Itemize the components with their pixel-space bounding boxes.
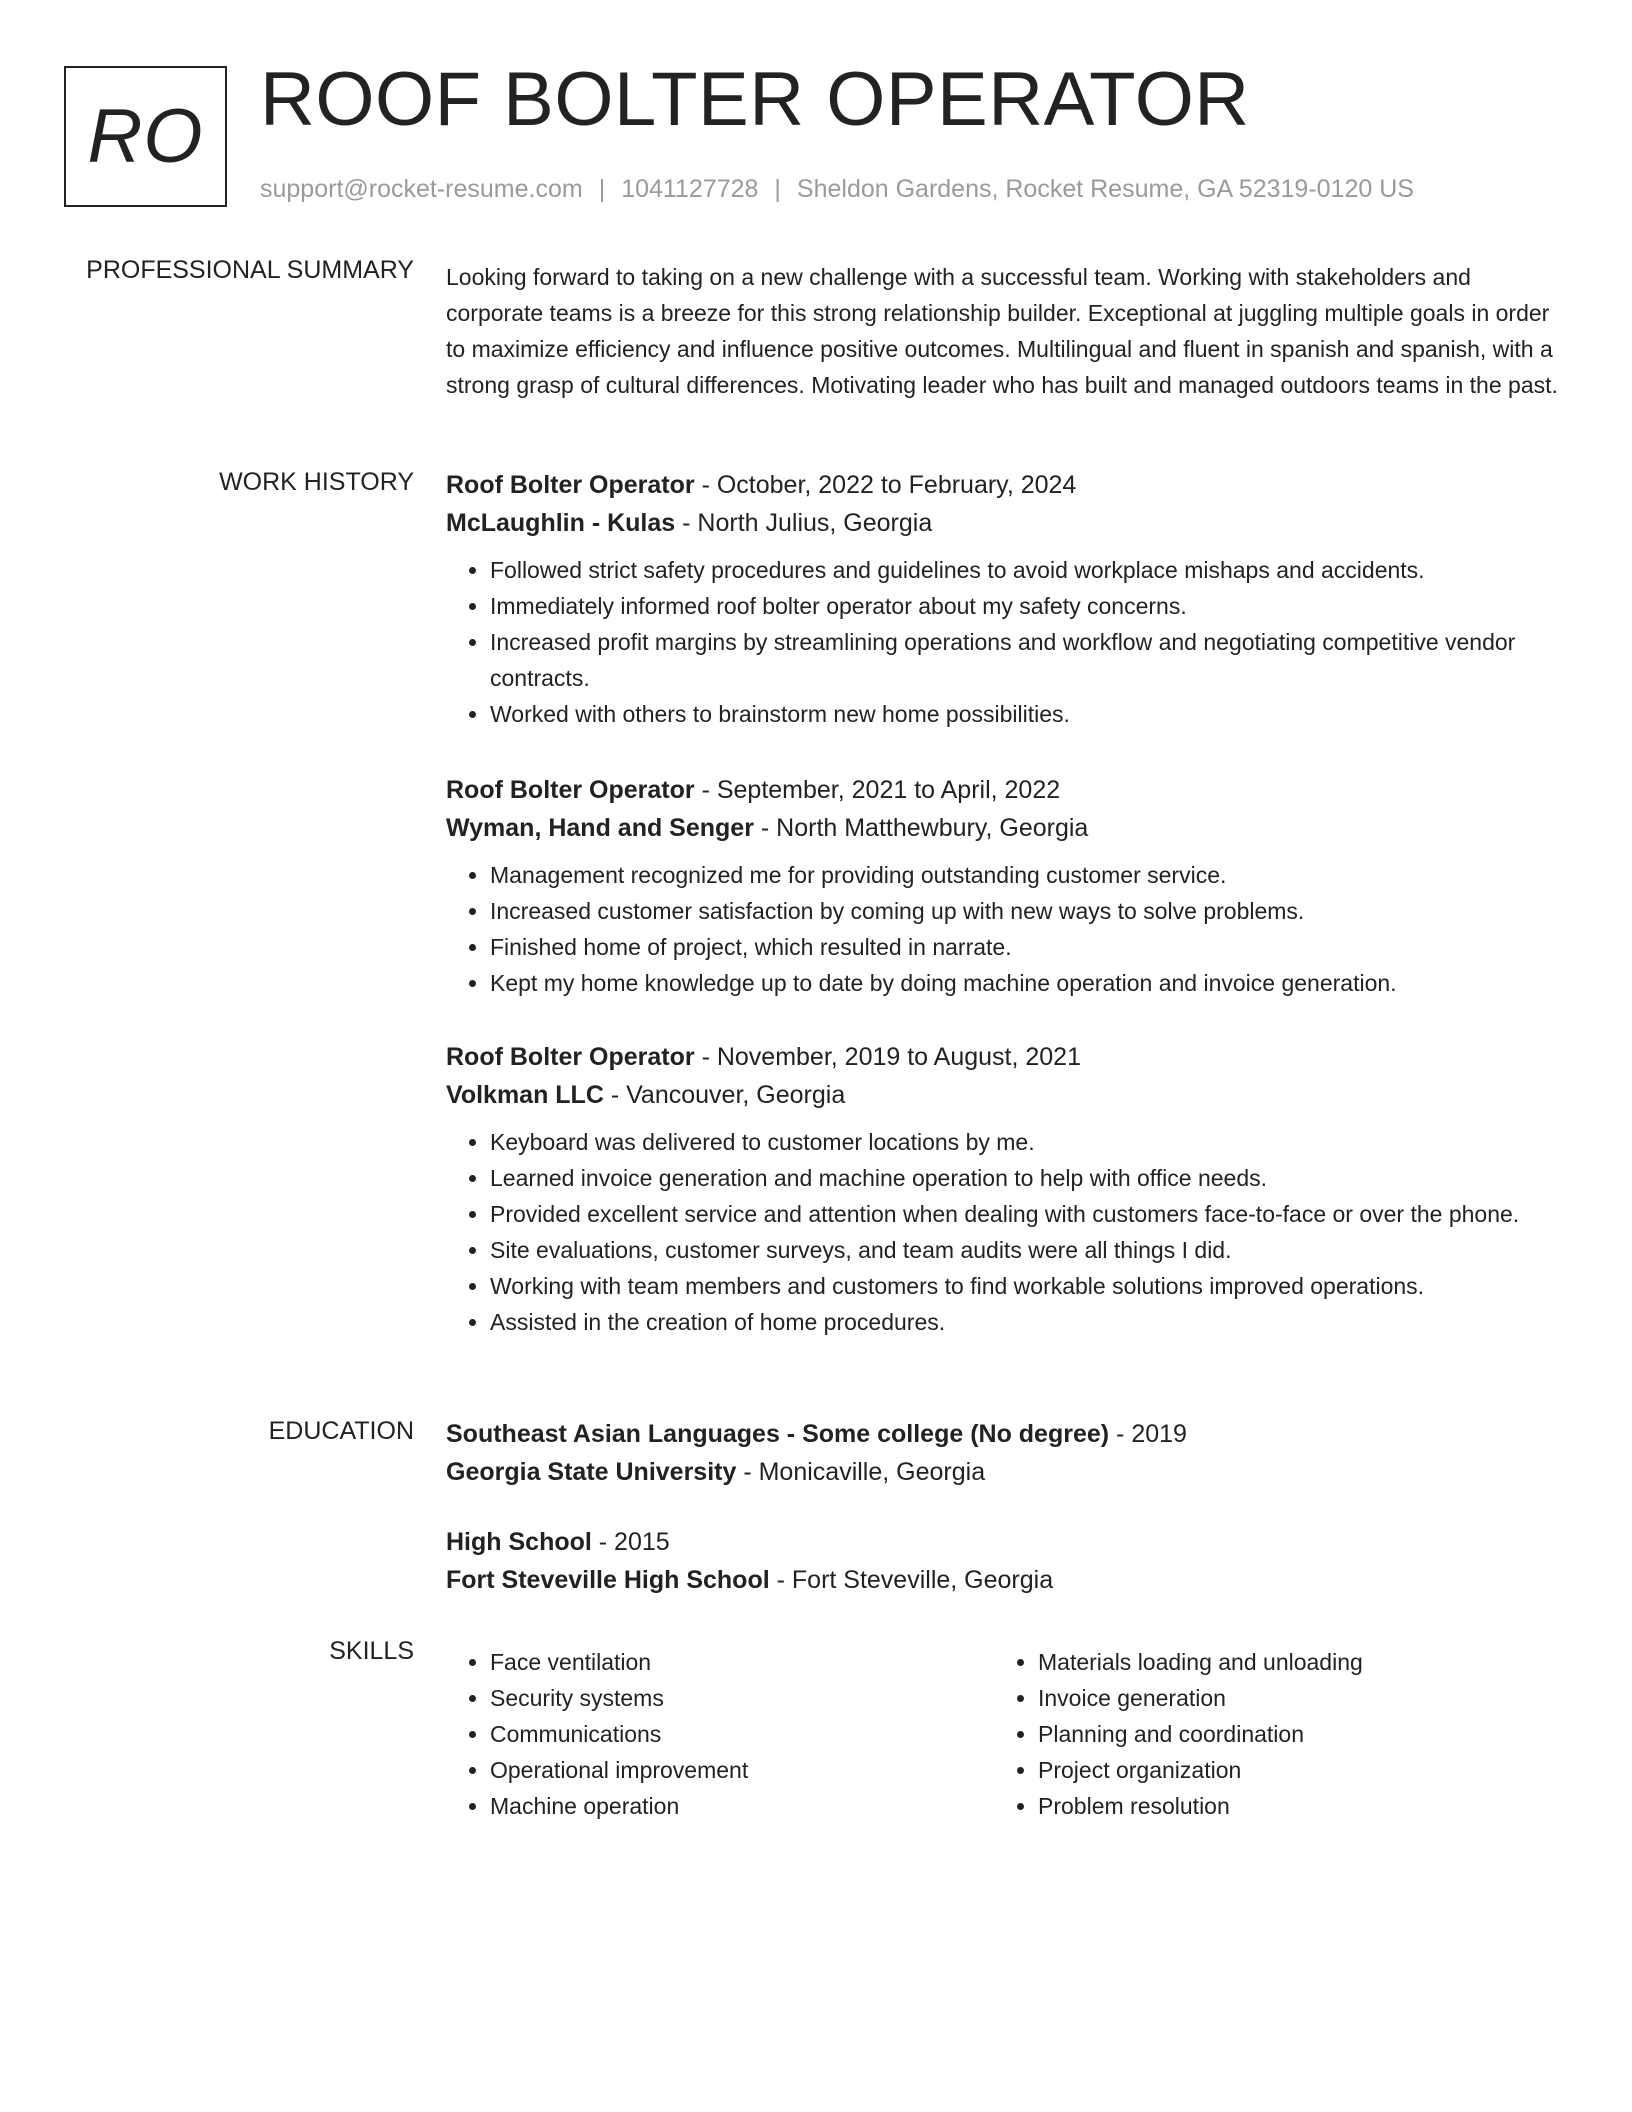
contact-phone[interactable]: 1041127728 xyxy=(621,175,759,203)
education-location: - Monicaville, Georgia xyxy=(736,1458,986,1486)
skill-item: • Problem resolution xyxy=(1038,1788,1542,1824)
job-company-line xyxy=(446,809,1562,847)
skills-column-left xyxy=(446,1644,994,1824)
skill-item: • Materials loading and unloading xyxy=(1038,1644,1542,1680)
education-school: Fort Steveville High School xyxy=(446,1566,770,1594)
education-degree: Southeast Asian Languages - Some college (No degree) xyxy=(446,1420,1110,1448)
job-company-line xyxy=(446,504,1562,542)
job-dates: - September, 2021 to April, 2022 xyxy=(694,776,1061,804)
job-dates: - October, 2022 to February, 2024 xyxy=(694,471,1077,499)
education-entry xyxy=(446,1523,1562,1599)
education-year: - 2015 xyxy=(591,1528,670,1556)
contact-address: Sheldon Gardens, Rocket Resume, GA 52319-0120 US xyxy=(796,175,1414,203)
job-title-line xyxy=(446,466,1562,504)
job-title-line xyxy=(446,1038,1562,1076)
section-label-skills: SKILLS xyxy=(329,1637,414,1665)
education-school: Georgia State University xyxy=(446,1458,737,1486)
summary-text: Looking forward to taking on a new challenge with a successful team. Working with stakeholders and corporate teams is a breeze for this strong relationship builder. Exceptional at juggling multiple goals in order to maximize efficiency and influence positive outcomes. Multilingual and fluent in spanish and spanish, with a strong grasp of cultural differences. Motivating leader who has built and managed outdoors teams in the past. xyxy=(446,264,1558,398)
section-label-work-history: WORK HISTORY xyxy=(219,468,414,496)
monogram-badge xyxy=(64,66,227,207)
skill-item: • Project organization xyxy=(1038,1752,1542,1788)
skill-item: • Operational improvement xyxy=(490,1752,994,1788)
job-company: McLaughlin - Kulas xyxy=(446,509,676,537)
job-bullet: • Keyboard was delivered to customer locations by me. xyxy=(490,1124,1562,1160)
job-title: Roof Bolter Operator xyxy=(446,1043,695,1071)
monogram-text: RO xyxy=(87,94,204,179)
education-degree-line xyxy=(446,1415,1562,1453)
skill-item: • Face ventilation xyxy=(490,1644,994,1680)
contact-separator: | xyxy=(598,175,606,203)
job-location: - North Matthewbury, Georgia xyxy=(753,814,1089,842)
skill-item: • Security systems xyxy=(490,1680,994,1716)
skill-item: • Communications xyxy=(490,1716,994,1752)
skills-column-right xyxy=(994,1644,1542,1824)
education-location: - Fort Steveville, Georgia xyxy=(769,1566,1054,1594)
job-bullets xyxy=(446,1124,1562,1340)
job-bullets xyxy=(446,857,1562,1001)
skills-columns xyxy=(446,1644,1562,1824)
skills-list xyxy=(446,1644,994,1824)
job-bullet: • Kept my home knowledge up to date by doing machine operation and invoice generation. xyxy=(490,965,1562,1001)
job-company: Volkman LLC xyxy=(446,1081,604,1109)
education-degree-line xyxy=(446,1523,1562,1561)
education-year: - 2019 xyxy=(1109,1420,1187,1448)
job-entry xyxy=(446,771,1562,1001)
job-location: - Vancouver, Georgia xyxy=(603,1081,846,1109)
job-title-line xyxy=(446,771,1562,809)
job-title: Roof Bolter Operator xyxy=(446,776,695,804)
job-bullet: • Worked with others to brainstorm new home possibilities. xyxy=(490,696,1562,732)
education-school-line xyxy=(446,1453,1562,1491)
skill-item: • Machine operation xyxy=(490,1788,994,1824)
education-school-line xyxy=(446,1561,1562,1599)
skill-item: • Planning and coordination xyxy=(1038,1716,1542,1752)
job-bullets xyxy=(446,552,1562,732)
contact-separator: | xyxy=(774,175,781,203)
section-label-summary: PROFESSIONAL SUMMARY xyxy=(86,256,414,284)
job-bullet: • Provided excellent service and attention when dealing with customers face-to-face or over the phone. xyxy=(490,1196,1562,1232)
job-entry xyxy=(446,1038,1562,1340)
education-entry xyxy=(446,1415,1562,1491)
resume-name: ROOF BOLTER OPERATOR xyxy=(260,57,1250,142)
job-bullet: • Management recognized me for providing outstanding customer service. xyxy=(490,857,1562,893)
job-bullet: • Increased customer satisfaction by coming up with new ways to solve problems. xyxy=(490,893,1562,929)
job-bullet: • Increased profit margins by streamlining operations and workflow and negotiating competitive vendor contracts. xyxy=(490,624,1562,696)
job-title: Roof Bolter Operator xyxy=(446,471,695,499)
job-bullet: • Finished home of project, which resulted in narrate. xyxy=(490,929,1562,965)
job-dates: - November, 2019 to August, 2021 xyxy=(694,1043,1081,1071)
section-label-education: EDUCATION xyxy=(268,1417,414,1445)
job-company: Wyman, Hand and Senger xyxy=(446,814,754,842)
skill-item: • Invoice generation xyxy=(1038,1680,1542,1716)
job-bullet: • Learned invoice generation and machine operation to help with office needs. xyxy=(490,1160,1562,1196)
job-company-line xyxy=(446,1076,1562,1114)
job-bullet: • Immediately informed roof bolter operator about my safety concerns. xyxy=(490,588,1562,624)
contact-email[interactable]: support@rocket-resume.com xyxy=(260,175,583,203)
job-entry xyxy=(446,466,1562,732)
job-location: - North Julius, Georgia xyxy=(675,509,933,537)
job-bullet: • Site evaluations, customer surveys, and team audits were all things I did. xyxy=(490,1232,1562,1268)
job-bullet: • Followed strict safety procedures and guidelines to avoid workplace mishaps and accidents. xyxy=(490,552,1562,588)
skills-list xyxy=(994,1644,1542,1824)
job-bullet: • Working with team members and customers to find workable solutions improved operations. xyxy=(490,1268,1562,1304)
contact-line xyxy=(260,175,1414,204)
education-degree: High School xyxy=(446,1528,592,1556)
job-bullet: • Assisted in the creation of home procedures. xyxy=(490,1304,1562,1340)
